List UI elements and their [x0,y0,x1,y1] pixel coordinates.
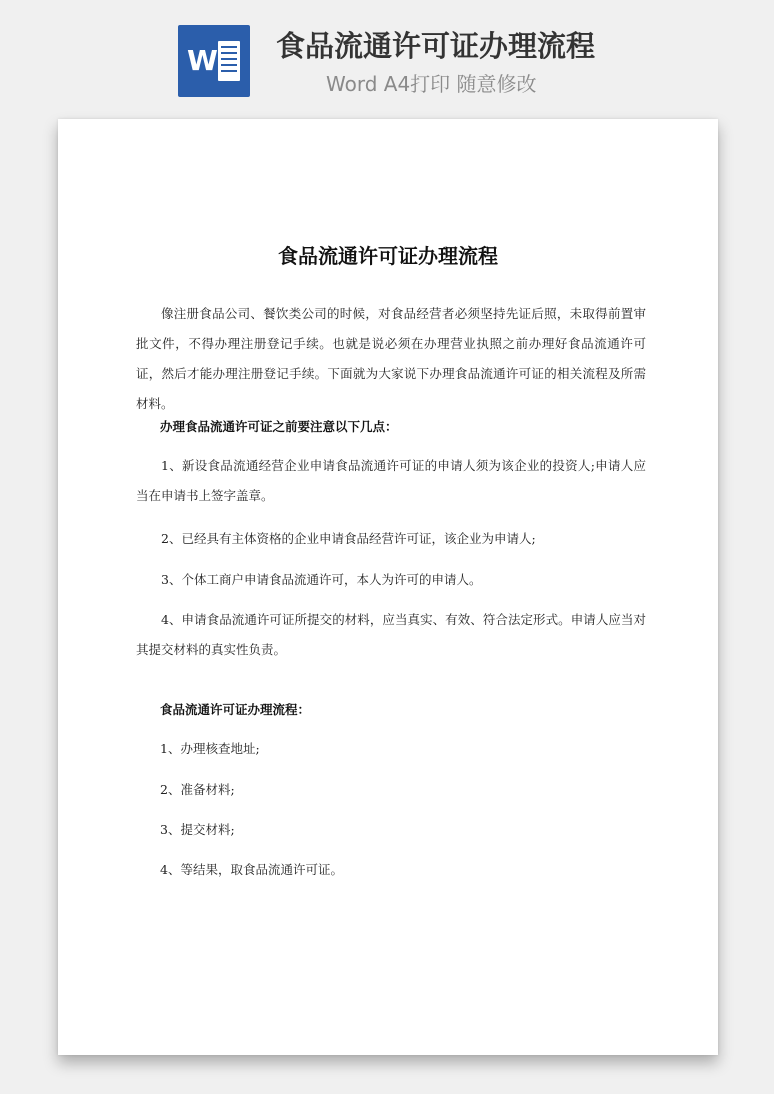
doc-lines-icon [218,41,240,81]
word-icon [178,25,250,97]
list-item: 4、等结果，取食品流通许可证。 [160,862,343,877]
intro-paragraph: 像注册食品公司、餐饮类公司的时候，对食品经营者必须坚持先证后照，未取得前置审批文件，不得办理注册登记手续。也就是说必须在办理营业执照之前办理好食品流通许可证，然后才能办理注册登记手续。下面就为大家说下办理食品流通许可证的相关流程及所需材料。 [136,306,646,411]
list-item: 3、提交材料; [160,822,235,837]
header-subtitle: Word A4打印 随意修改 [326,72,537,96]
header-title: 食品流通许可证办理流程 [276,29,596,63]
document-page [58,119,718,1055]
list-item: 4、申请食品流通许可证所提交的材料，应当真实、有效、符合法定形式。申请人应当对其提交材料的真实性负责。 [136,612,646,657]
logo-letter: W [187,44,218,77]
list-item: 2、已经具有主体资格的企业申请食品经营许可证，该企业为申请人; [161,531,536,546]
section-heading-process: 食品流通许可证办理流程： [160,702,311,717]
header [0,0,774,110]
list-item: 3、个体工商户申请食品流通许可，本人为许可的申请人。 [161,572,482,587]
section-heading-notes: 办理食品流通许可证之前要注意以下几点： [160,419,398,434]
list-item: 1、办理核查地址; [160,741,260,756]
list-item: 1、新设食品流通经营企业申请食品流通许可证的申请人须为该企业的投资人;申请人应当在申请书上签字盖章。 [136,458,646,503]
list-item: 2、准备材料; [160,782,235,797]
document-title: 食品流通许可证办理流程 [278,244,498,268]
